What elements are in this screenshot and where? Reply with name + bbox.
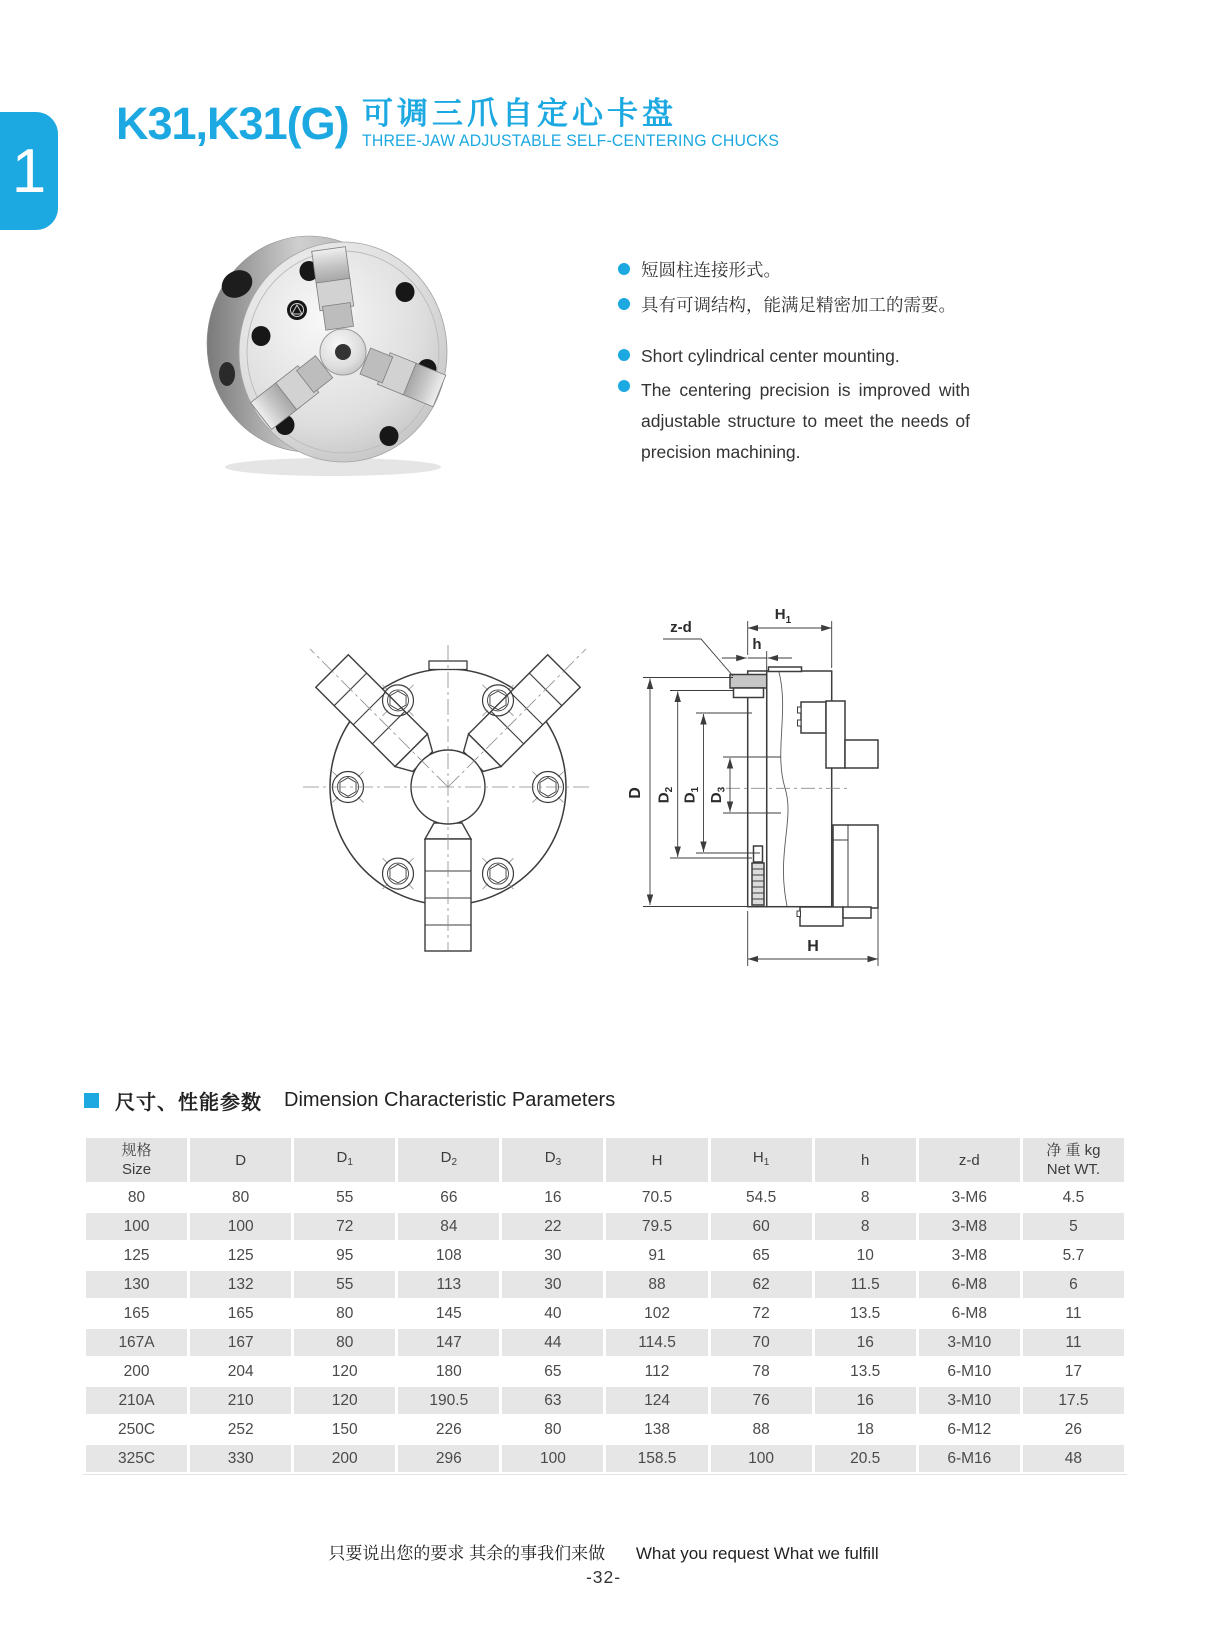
chapter-tab [0, 112, 58, 230]
chapter-number: 1 [11, 136, 47, 206]
table-cell: 10 [815, 1242, 916, 1269]
table-cell: 16 [502, 1184, 603, 1211]
table-cell: 17.5 [1023, 1387, 1124, 1414]
table-cell: 100 [711, 1445, 812, 1472]
table-cell: 130 [86, 1271, 187, 1298]
dim-label-d: D [627, 787, 644, 799]
table-cell: 125 [190, 1242, 291, 1269]
table-cell: 6-M10 [919, 1358, 1020, 1385]
table-cell: 100 [86, 1213, 187, 1240]
table-cell: 200 [294, 1445, 395, 1472]
table-cell: 120 [294, 1358, 395, 1385]
table-cell: 48 [1023, 1445, 1124, 1472]
table-cell: 204 [190, 1358, 291, 1385]
table-cell: 20.5 [815, 1445, 916, 1472]
table-header-cell: z-d [919, 1138, 1020, 1182]
chuck-center-hole [335, 344, 351, 360]
feature-item [618, 293, 970, 317]
table-header-cell: 净 重 kg Net WT. [1023, 1138, 1124, 1182]
dim-label-h1: $H_1$ [774, 606, 792, 626]
feature-text: The centering precision is improved with adjustable structure to meet the needs of precision machining. [641, 380, 970, 462]
footer-slogan [0, 1539, 1207, 1564]
dim-label-d1: $D_1$ [681, 786, 701, 804]
spec-table-head [86, 1138, 1124, 1182]
table-cell: 330 [190, 1445, 291, 1472]
table-cell: 250C [86, 1416, 187, 1443]
table-cell: 6 [1023, 1271, 1124, 1298]
table-cell: 30 [502, 1271, 603, 1298]
table-cell: 16 [815, 1329, 916, 1356]
feature-item [618, 375, 970, 468]
table-cell: 114.5 [606, 1329, 707, 1356]
table-cell: 13.5 [815, 1358, 916, 1385]
table-cell: 112 [606, 1358, 707, 1385]
feature-text: 具有可调结构，能满足精密加工的需要。 [641, 295, 956, 315]
table-cell: 102 [606, 1300, 707, 1327]
table-cell: 79.5 [606, 1213, 707, 1240]
spec-table-body [86, 1184, 1124, 1472]
footer-slogan-en: What you request What we fulfill [635, 1544, 879, 1563]
table-cell: 165 [190, 1300, 291, 1327]
table-row [86, 1271, 1124, 1298]
table-cell: 84 [398, 1213, 499, 1240]
table-cell: 60 [711, 1213, 812, 1240]
dim-label-d3: $D_3$ [708, 786, 728, 804]
table-cell: 55 [294, 1271, 395, 1298]
footer-slogan-zh: 只要说出您的要求 其余的事我们来做 [328, 1544, 606, 1563]
table-cell: 6-M16 [919, 1445, 1020, 1472]
table-cell: 76 [711, 1387, 812, 1414]
table-header-cell: $H_1$ [711, 1138, 812, 1182]
page-title-en: THREE-JAW ADJUSTABLE SELF-CENTERING CHUCKS [362, 131, 780, 150]
table-header-cell: D [190, 1138, 291, 1182]
table-cell: 325C [86, 1445, 187, 1472]
table-cell: 113 [398, 1271, 499, 1298]
table-cell: 66 [398, 1184, 499, 1211]
table-cell: 72 [711, 1300, 812, 1327]
table-cell: 125 [86, 1242, 187, 1269]
table-row [86, 1329, 1124, 1356]
table-cell: 11 [1023, 1329, 1124, 1356]
table-cell: 108 [398, 1242, 499, 1269]
table-cell: 62 [711, 1271, 812, 1298]
table-cell: 80 [190, 1184, 291, 1211]
side-view-drawing [627, 606, 878, 966]
table-cell: 3-M6 [919, 1184, 1020, 1211]
dim-label-d2: $D_2$ [655, 786, 675, 804]
table-cell: 145 [398, 1300, 499, 1327]
table-cell: 200 [86, 1358, 187, 1385]
table-cell: 252 [190, 1416, 291, 1443]
dim-label-hbottom: H [807, 938, 819, 955]
table-cell: 210 [190, 1387, 291, 1414]
table-cell: 100 [190, 1213, 291, 1240]
table-cell: 30 [502, 1242, 603, 1269]
table-cell: 22 [502, 1213, 603, 1240]
table-cell: 54.5 [711, 1184, 812, 1211]
table-row [86, 1213, 1124, 1240]
table-cell: 5.7 [1023, 1242, 1124, 1269]
feature-text: 短圆柱连接形式。 [641, 260, 781, 280]
table-cell: 80 [294, 1300, 395, 1327]
table-header-cell: 规格 Size [86, 1138, 187, 1182]
table-cell: 80 [86, 1184, 187, 1211]
table-cell: 88 [711, 1416, 812, 1443]
side-hole-icon [219, 362, 235, 386]
table-cell: 147 [398, 1329, 499, 1356]
table-cell: 167 [190, 1329, 291, 1356]
dim-label-zd: z-d [670, 619, 692, 636]
table-cell: 167A [86, 1329, 187, 1356]
table-cell: 17 [1023, 1358, 1124, 1385]
table-cell: 3-M10 [919, 1387, 1020, 1414]
page-number: -32- [585, 1567, 622, 1587]
table-cell: 165 [86, 1300, 187, 1327]
brand-logo-icon [287, 300, 307, 320]
spec-table [83, 1136, 1127, 1475]
table-cell: 190.5 [398, 1387, 499, 1414]
bullet-icon [618, 298, 630, 310]
table-cell: 80 [294, 1329, 395, 1356]
table-cell: 4.5 [1023, 1184, 1124, 1211]
bullet-icon [618, 380, 630, 392]
product-photo [193, 222, 469, 480]
section-title-en: Dimension Characteristic Parameters [284, 1089, 616, 1111]
adjust-stud [752, 846, 764, 905]
table-cell: 72 [294, 1213, 395, 1240]
table-cell: 120 [294, 1387, 395, 1414]
dim-label-h: h [752, 636, 762, 653]
table-cell: 70 [711, 1329, 812, 1356]
table-row [86, 1358, 1124, 1385]
table-cell: 6-M8 [919, 1300, 1020, 1327]
table-cell: 3-M8 [919, 1242, 1020, 1269]
table-cell: 3-M8 [919, 1213, 1020, 1240]
section-marker-icon [84, 1093, 99, 1108]
table-row [86, 1184, 1124, 1211]
table-cell: 11.5 [815, 1271, 916, 1298]
table-cell: 138 [606, 1416, 707, 1443]
table-cell: 44 [502, 1329, 603, 1356]
table-cell: 40 [502, 1300, 603, 1327]
feature-item [618, 258, 970, 282]
table-cell: 100 [502, 1445, 603, 1472]
table-cell: 65 [502, 1358, 603, 1385]
table-cell: 80 [502, 1416, 603, 1443]
table-cell: 150 [294, 1416, 395, 1443]
table-row [86, 1416, 1124, 1443]
table-cell: 65 [711, 1242, 812, 1269]
bullet-icon [618, 349, 630, 361]
table-cell: 296 [398, 1445, 499, 1472]
table-cell: 132 [190, 1271, 291, 1298]
feature-text: Short cylindrical center mounting. [641, 346, 900, 366]
zd-bolt [730, 675, 767, 689]
table-cell: 226 [398, 1416, 499, 1443]
section-header [84, 1086, 615, 1115]
table-cell: 26 [1023, 1416, 1124, 1443]
table-row [86, 1387, 1124, 1414]
table-cell: 95 [294, 1242, 395, 1269]
table-row [86, 1300, 1124, 1327]
table-cell: 13.5 [815, 1300, 916, 1327]
technical-drawings [290, 553, 935, 985]
table-cell: 91 [606, 1242, 707, 1269]
table-cell: 8 [815, 1184, 916, 1211]
table-cell: 55 [294, 1184, 395, 1211]
table-cell: 3-M10 [919, 1329, 1020, 1356]
table-row [86, 1445, 1124, 1472]
table-cell: 124 [606, 1387, 707, 1414]
page-title-zh: 可调三爪自定心卡盘 [362, 96, 677, 131]
table-cell: 78 [711, 1358, 812, 1385]
model-code: K31,K31(G) [116, 98, 349, 149]
table-cell: 18 [815, 1416, 916, 1443]
table-cell: 158.5 [606, 1445, 707, 1472]
table-cell: 70.5 [606, 1184, 707, 1211]
section-title-zh: 尺寸、性能参数 [115, 1092, 262, 1114]
table-row [86, 1242, 1124, 1269]
table-header-cell: H [606, 1138, 707, 1182]
table-header-cell: $D_3$ [502, 1138, 603, 1182]
front-view-drawing [303, 645, 593, 951]
table-cell: 210A [86, 1387, 187, 1414]
table-cell: 8 [815, 1213, 916, 1240]
table-cell: 16 [815, 1387, 916, 1414]
table-cell: 63 [502, 1387, 603, 1414]
table-cell: 11 [1023, 1300, 1124, 1327]
table-cell: 6-M12 [919, 1416, 1020, 1443]
table-cell: 88 [606, 1271, 707, 1298]
table-cell: 6-M8 [919, 1271, 1020, 1298]
feature-item [618, 344, 970, 368]
table-cell: 5 [1023, 1213, 1124, 1240]
table-header-cell: $D_2$ [398, 1138, 499, 1182]
table-header-cell: $D_1$ [294, 1138, 395, 1182]
bullet-icon [618, 263, 630, 275]
table-cell: 180 [398, 1358, 499, 1385]
feature-list [618, 258, 970, 468]
table-header-cell: h [815, 1138, 916, 1182]
